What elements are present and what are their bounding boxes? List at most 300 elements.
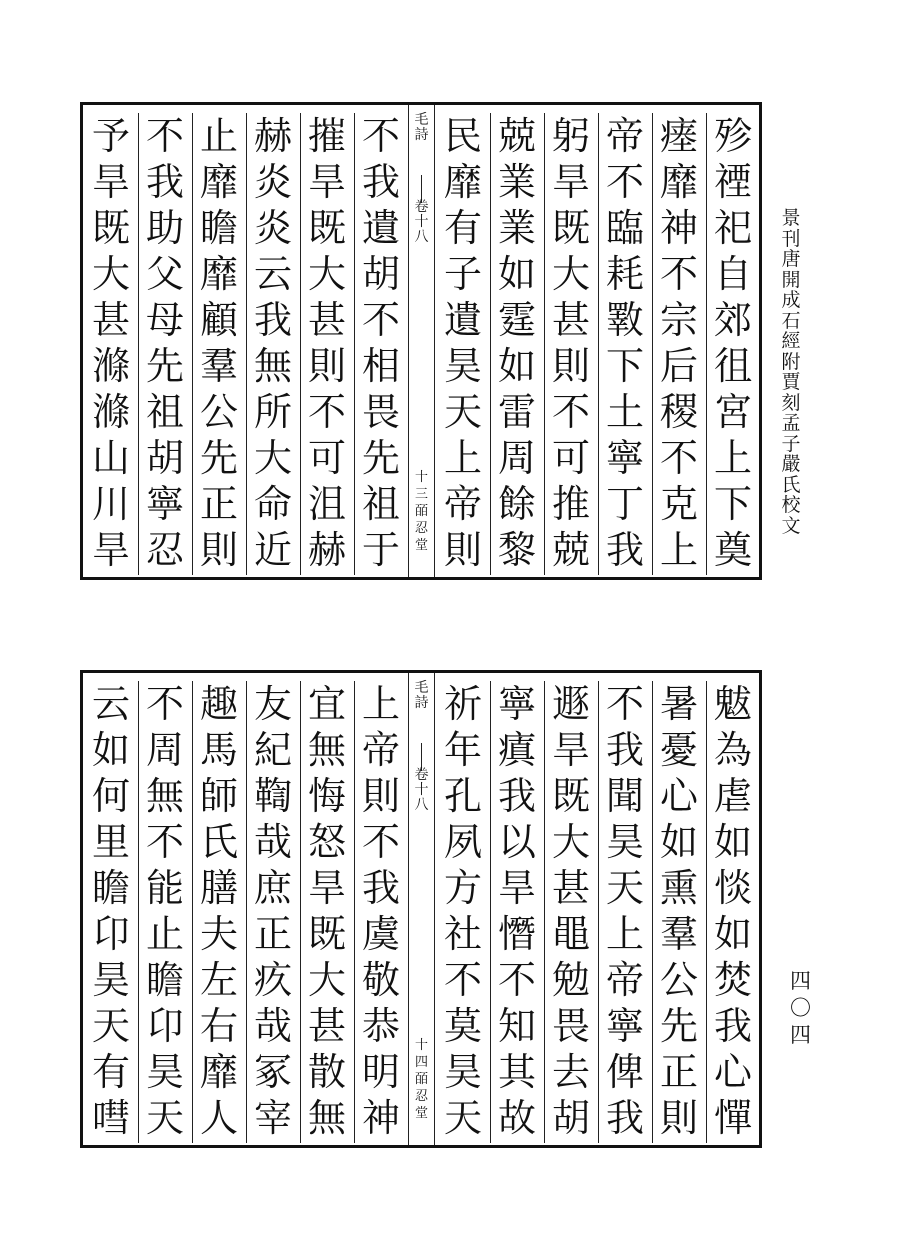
side-title-char: 石 xyxy=(781,309,801,332)
character: 焚 xyxy=(713,958,752,1002)
character: 黽 xyxy=(551,912,590,956)
character: 兢 xyxy=(551,528,590,572)
text-column xyxy=(706,113,760,575)
book-name xyxy=(409,113,434,143)
character: 瞻 xyxy=(91,866,130,910)
character: 夫 xyxy=(199,912,238,956)
character: 稷 xyxy=(659,390,698,434)
character: 旱 xyxy=(551,160,590,204)
character: 散 xyxy=(307,1050,346,1094)
character: 天 xyxy=(145,1096,184,1140)
character: 胡 xyxy=(361,252,400,296)
character: 大 xyxy=(551,252,590,296)
character: 可 xyxy=(551,436,590,480)
character: 則 xyxy=(199,528,238,572)
character: 宮 xyxy=(713,390,752,434)
folio-char: 十 xyxy=(414,1038,428,1053)
upper-center-strip xyxy=(408,105,435,577)
character: 上 xyxy=(605,912,644,956)
character: 丁 xyxy=(605,482,644,526)
page-number xyxy=(790,968,810,1049)
character: 我 xyxy=(605,1096,644,1140)
character: 如 xyxy=(497,252,536,296)
character: 黎 xyxy=(497,528,536,572)
text-column xyxy=(544,681,599,1143)
character: 則 xyxy=(443,528,482,572)
character: 霆 xyxy=(497,298,536,342)
character: 宰 xyxy=(253,1096,292,1140)
character: 瘗 xyxy=(659,114,698,158)
text-column xyxy=(436,681,491,1143)
side-title-char: 賈 xyxy=(781,371,801,393)
character: 鞫 xyxy=(253,774,292,818)
character: 畏 xyxy=(551,1004,590,1048)
lower-page xyxy=(80,670,762,1148)
character: 祈 xyxy=(443,682,482,726)
text-column xyxy=(354,681,408,1143)
character: 餘 xyxy=(497,482,536,526)
character: 卬 xyxy=(91,912,130,956)
character: 如 xyxy=(713,820,752,864)
character: 上 xyxy=(713,436,752,480)
character: 師 xyxy=(199,774,238,818)
character: 宗 xyxy=(659,298,698,342)
text-column xyxy=(246,113,301,575)
character: 止 xyxy=(199,114,238,158)
character: 公 xyxy=(659,958,698,1002)
character: 故 xyxy=(497,1096,536,1140)
character: 何 xyxy=(91,774,130,818)
text-column xyxy=(652,681,707,1143)
page-number-char: 〇 xyxy=(790,996,811,1020)
character: 遺 xyxy=(443,298,482,342)
character: 命 xyxy=(253,482,292,526)
character: 以 xyxy=(497,820,536,864)
character: 友 xyxy=(253,682,292,726)
character: 大 xyxy=(307,958,346,1002)
text-column xyxy=(84,113,139,575)
book-name-char: 詩 xyxy=(414,695,429,711)
character: 不 xyxy=(361,820,400,864)
character: 我 xyxy=(605,728,644,772)
character: 方 xyxy=(443,866,482,910)
character: 寧 xyxy=(145,482,184,526)
character: 神 xyxy=(361,1096,400,1140)
character: 宜 xyxy=(307,682,346,726)
character: 無 xyxy=(145,774,184,818)
text-column xyxy=(300,681,355,1143)
character: 先 xyxy=(659,1004,698,1048)
character: 哉 xyxy=(253,820,292,864)
character: 天 xyxy=(91,1004,130,1048)
character: 敬 xyxy=(361,958,400,1002)
character: 顧 xyxy=(199,298,238,342)
character: 我 xyxy=(605,528,644,572)
character: 胡 xyxy=(551,1096,590,1140)
character: 哉 xyxy=(253,1004,292,1048)
character: 怒 xyxy=(307,820,346,864)
character: 正 xyxy=(199,482,238,526)
side-title-char: 經 xyxy=(781,330,801,352)
character: 不 xyxy=(145,820,184,864)
character: 心 xyxy=(713,1050,752,1094)
text-column xyxy=(354,113,408,575)
character: 止 xyxy=(145,912,184,956)
character: 帝 xyxy=(443,482,482,526)
text-column xyxy=(300,113,355,575)
character: 去 xyxy=(551,1050,590,1094)
character: 下 xyxy=(605,344,644,388)
character: 甚 xyxy=(551,298,590,342)
book-name-char: 詩 xyxy=(414,127,429,143)
character: 如 xyxy=(91,728,130,772)
character: 年 xyxy=(443,728,482,772)
character: 靡 xyxy=(199,1050,238,1094)
character: 天 xyxy=(443,1096,482,1140)
character: 右 xyxy=(199,1004,238,1048)
character: 赫 xyxy=(307,528,346,572)
character: 不 xyxy=(497,958,536,1002)
folio-char: 三 xyxy=(414,487,428,502)
character: 悔 xyxy=(307,774,346,818)
character: 帝 xyxy=(361,728,400,772)
character: 奠 xyxy=(713,528,752,572)
character: 明 xyxy=(361,1050,400,1094)
character: 雷 xyxy=(497,390,536,434)
folio-label xyxy=(409,469,434,554)
character: 正 xyxy=(659,1050,698,1094)
book-name-char: 毛 xyxy=(414,680,429,696)
character: 其 xyxy=(497,1050,536,1094)
text-column xyxy=(192,113,247,575)
upper-left-half xyxy=(83,105,408,577)
character: 社 xyxy=(443,912,482,956)
character: 瘨 xyxy=(497,728,536,772)
character: 周 xyxy=(497,436,536,480)
character: 靡 xyxy=(443,160,482,204)
character: 聞 xyxy=(605,774,644,818)
character: 我 xyxy=(145,160,184,204)
character: 憚 xyxy=(713,1096,752,1140)
lower-center-strip xyxy=(408,673,435,1145)
text-column xyxy=(138,681,193,1143)
character: 徂 xyxy=(713,344,752,388)
volume-char: 八 xyxy=(414,229,429,245)
character: 昊 xyxy=(605,820,644,864)
character: 推 xyxy=(551,482,590,526)
lower-left-half xyxy=(83,673,408,1145)
character: 斁 xyxy=(605,298,644,342)
character: 紀 xyxy=(253,728,292,772)
character: 周 xyxy=(145,728,184,772)
character: 不 xyxy=(659,252,698,296)
character: 我 xyxy=(361,866,400,910)
character: 瞻 xyxy=(199,206,238,250)
side-title-char: 刊 xyxy=(781,227,801,250)
character: 天 xyxy=(443,390,482,434)
character: 勉 xyxy=(551,958,590,1002)
character: 所 xyxy=(253,390,292,434)
folio-char: 堂 xyxy=(414,1106,428,1121)
character: 膳 xyxy=(199,866,238,910)
side-title-char: 景 xyxy=(781,207,801,229)
character: 則 xyxy=(659,1096,698,1140)
character: 熏 xyxy=(659,866,698,910)
character: 炎 xyxy=(253,206,292,250)
book-name xyxy=(409,681,434,711)
character: 孔 xyxy=(443,774,482,818)
character: 畏 xyxy=(361,390,400,434)
character: 為 xyxy=(713,728,752,772)
character: 臨 xyxy=(605,206,644,250)
character: 庶 xyxy=(253,866,292,910)
volume-label xyxy=(409,200,434,245)
character: 胡 xyxy=(145,436,184,480)
character: 既 xyxy=(551,206,590,250)
character: 魃 xyxy=(713,682,752,726)
character: 知 xyxy=(497,1004,536,1048)
character: 甚 xyxy=(551,866,590,910)
folio-char: 堂 xyxy=(414,538,428,553)
character: 羣 xyxy=(199,344,238,388)
character: 旱 xyxy=(551,728,590,772)
character: 寧 xyxy=(497,682,536,726)
character: 我 xyxy=(713,1004,752,1048)
character: 既 xyxy=(307,912,346,956)
volume-char: 卷 xyxy=(414,767,429,783)
text-column xyxy=(246,681,301,1143)
character: 冢 xyxy=(253,1050,292,1094)
upper-right-half xyxy=(435,105,760,577)
character: 川 xyxy=(91,482,130,526)
character: 云 xyxy=(91,682,130,726)
character: 沮 xyxy=(307,482,346,526)
character: 旱 xyxy=(91,528,130,572)
character: 不 xyxy=(307,390,346,434)
character: 寧 xyxy=(605,1004,644,1048)
character: 祖 xyxy=(361,482,400,526)
side-title xyxy=(778,208,804,536)
character: 予 xyxy=(91,114,130,158)
folio-char: 忍 xyxy=(414,521,428,536)
character: 如 xyxy=(713,912,752,956)
character: 虐 xyxy=(713,774,752,818)
side-title-char: 氏 xyxy=(781,473,801,496)
character: 上 xyxy=(361,682,400,726)
character: 人 xyxy=(199,1096,238,1140)
book-name-char: 毛 xyxy=(414,112,429,128)
character: 不 xyxy=(145,114,184,158)
character: 先 xyxy=(145,344,184,388)
character: 耗 xyxy=(605,252,644,296)
character: 不 xyxy=(659,436,698,480)
character: 天 xyxy=(605,866,644,910)
side-title-char: 成 xyxy=(781,289,801,311)
character: 則 xyxy=(551,344,590,388)
folio-char: 四 xyxy=(414,1055,428,1070)
side-title-char: 孟 xyxy=(781,412,801,434)
character: 恭 xyxy=(361,1004,400,1048)
character: 不 xyxy=(361,114,400,158)
page-number-char: 四 xyxy=(790,969,811,993)
character: 滌 xyxy=(91,344,130,388)
character: 下 xyxy=(713,482,752,526)
character: 昊 xyxy=(145,1050,184,1094)
character: 云 xyxy=(253,252,292,296)
character: 帝 xyxy=(605,114,644,158)
side-title-char: 開 xyxy=(781,268,801,291)
character: 無 xyxy=(307,728,346,772)
lower-right-half xyxy=(435,673,760,1145)
side-title-char: 嚴 xyxy=(781,453,801,475)
character: 有 xyxy=(91,1050,130,1094)
character: 如 xyxy=(497,344,536,388)
text-column xyxy=(436,113,491,575)
character: 昊 xyxy=(91,958,130,1002)
text-column xyxy=(706,681,760,1143)
character: 旱 xyxy=(91,160,130,204)
character: 土 xyxy=(605,390,644,434)
character: 先 xyxy=(361,436,400,480)
character: 山 xyxy=(91,436,130,480)
text-column xyxy=(138,113,193,575)
folio-char: 忍 xyxy=(414,1089,428,1104)
character: 憯 xyxy=(497,912,536,956)
character: 不 xyxy=(443,958,482,1002)
character: 旱 xyxy=(307,160,346,204)
side-title-char: 文 xyxy=(781,514,801,537)
volume-char: 十 xyxy=(414,782,429,798)
text-column xyxy=(84,681,139,1143)
character: 帝 xyxy=(605,958,644,1002)
character: 祖 xyxy=(145,390,184,434)
character: 業 xyxy=(497,206,536,250)
character: 無 xyxy=(307,1096,346,1140)
volume-char: 卷 xyxy=(414,199,429,215)
character: 如 xyxy=(659,820,698,864)
character: 后 xyxy=(659,344,698,388)
character: 莫 xyxy=(443,1004,482,1048)
character: 相 xyxy=(361,344,400,388)
character: 大 xyxy=(253,436,292,480)
text-column xyxy=(490,113,545,575)
character: 能 xyxy=(145,866,184,910)
character: 禋 xyxy=(713,160,752,204)
character: 我 xyxy=(253,298,292,342)
character: 可 xyxy=(307,436,346,480)
character: 父 xyxy=(145,252,184,296)
character: 甚 xyxy=(91,298,130,342)
character: 趣 xyxy=(199,682,238,726)
character: 不 xyxy=(605,682,644,726)
character: 惔 xyxy=(713,866,752,910)
page-number-char: 四 xyxy=(790,1023,811,1047)
character: 夙 xyxy=(443,820,482,864)
character: 既 xyxy=(91,206,130,250)
text-column xyxy=(598,113,653,575)
character: 遯 xyxy=(551,682,590,726)
text-column xyxy=(490,681,545,1143)
character: 遺 xyxy=(361,206,400,250)
character: 馬 xyxy=(199,728,238,772)
side-title-char: 唐 xyxy=(781,248,801,270)
character: 里 xyxy=(91,820,130,864)
character: 郊 xyxy=(713,298,752,342)
character: 我 xyxy=(361,160,400,204)
character: 正 xyxy=(253,912,292,956)
character: 甚 xyxy=(307,1004,346,1048)
character: 不 xyxy=(605,160,644,204)
folio-char: 皕 xyxy=(414,504,428,519)
character: 既 xyxy=(307,206,346,250)
character: 左 xyxy=(199,958,238,1002)
character: 大 xyxy=(551,820,590,864)
folio-char: 皕 xyxy=(414,1072,428,1087)
character: 不 xyxy=(361,298,400,342)
side-title-char: 子 xyxy=(781,432,801,455)
character: 公 xyxy=(199,390,238,434)
character: 疚 xyxy=(253,958,292,1002)
volume-label xyxy=(409,768,434,813)
character: 暑 xyxy=(659,682,698,726)
character: 寧 xyxy=(605,436,644,480)
character: 昊 xyxy=(443,344,482,388)
character: 炎 xyxy=(253,160,292,204)
character: 心 xyxy=(659,774,698,818)
character: 上 xyxy=(659,528,698,572)
character: 靡 xyxy=(659,160,698,204)
character: 旱 xyxy=(497,866,536,910)
character: 子 xyxy=(443,252,482,296)
character: 先 xyxy=(199,436,238,480)
folio-label xyxy=(409,1037,434,1122)
character: 民 xyxy=(443,114,482,158)
text-column xyxy=(192,681,247,1143)
text-column xyxy=(544,113,599,575)
character: 既 xyxy=(551,774,590,818)
character: 氏 xyxy=(199,820,238,864)
character: 大 xyxy=(91,252,130,296)
character: 旱 xyxy=(307,866,346,910)
character: 克 xyxy=(659,482,698,526)
character: 則 xyxy=(361,774,400,818)
character: 虞 xyxy=(361,912,400,956)
character: 于 xyxy=(361,528,400,572)
character: 靡 xyxy=(199,160,238,204)
character: 母 xyxy=(145,298,184,342)
character: 羣 xyxy=(659,912,698,956)
character: 兢 xyxy=(497,114,536,158)
volume-char: 十 xyxy=(414,214,429,230)
character: 俾 xyxy=(605,1050,644,1094)
character: 神 xyxy=(659,206,698,250)
character: 業 xyxy=(497,160,536,204)
character: 摧 xyxy=(307,114,346,158)
character: 祀 xyxy=(713,206,752,250)
text-column xyxy=(598,681,653,1143)
character: 我 xyxy=(497,774,536,818)
side-title-char: 校 xyxy=(781,494,801,516)
character: 瞻 xyxy=(145,958,184,1002)
character: 有 xyxy=(443,206,482,250)
volume-char: 八 xyxy=(414,797,429,813)
character: 滌 xyxy=(91,390,130,434)
character: 無 xyxy=(253,344,292,388)
character: 憂 xyxy=(659,728,698,772)
character: 忍 xyxy=(145,528,184,572)
character: 自 xyxy=(713,252,752,296)
character: 赫 xyxy=(253,114,292,158)
